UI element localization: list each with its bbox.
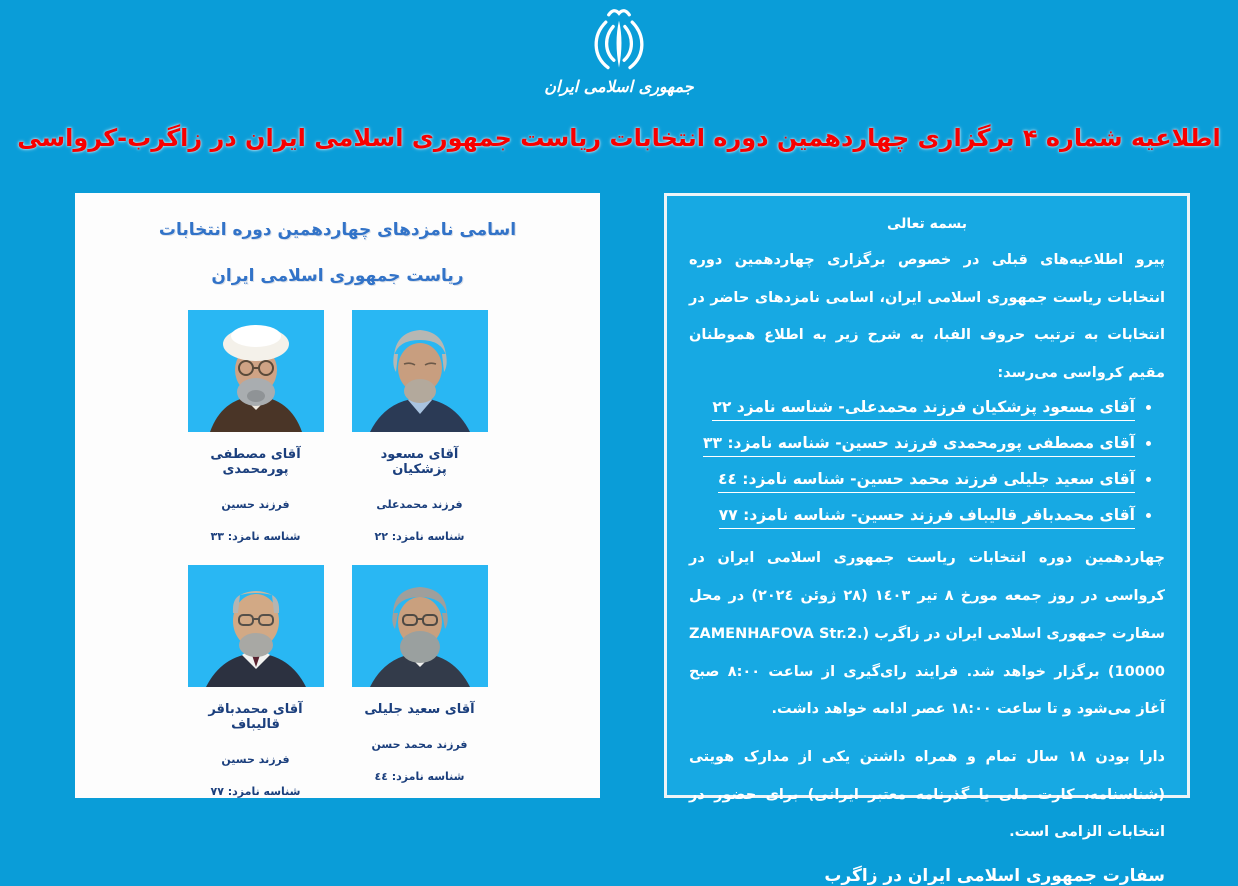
candidate-name: آقای سعید جلیلی xyxy=(364,702,475,717)
candidate-photo-gray-hair-man xyxy=(352,310,488,432)
bullet-item xyxy=(689,433,1135,454)
candidate-id: شناسه نامزد: ۲۲ xyxy=(374,530,465,543)
bullet-item-text: آقای سعید جلیلی فرزند محمد حسین- شناسه نامزد: ٤٤ xyxy=(718,470,1135,493)
candidate-id: شناسه نامزد: ۷۷ xyxy=(210,785,301,798)
candidate-name: آقای محمدباقر قالیباف xyxy=(208,702,303,732)
announcement-title: اطلاعیه شماره ۴ برگزاری چهاردهمین دوره انتخابات ریاست جمهوری اسلامی ایران در زاگرب-کرواسی xyxy=(17,124,1221,152)
candidate-card xyxy=(188,310,324,543)
candidates-grid xyxy=(188,310,488,798)
bullet-item-text: آقای مصطفی پورمحمدی فرزند حسین- شناسه نامزد: ۳۳ xyxy=(703,434,1135,457)
candidate-name: آقای مسعود پزشکیان xyxy=(380,447,459,477)
besmele-heading: بسمه تعالی xyxy=(886,216,968,232)
notice-panel xyxy=(664,193,1190,886)
candidate-bullet-list xyxy=(689,397,1149,526)
emblem-caption: جمهوری اسلامی ایران xyxy=(544,77,694,96)
bullet-item xyxy=(689,505,1135,526)
candidate-photo-gray-hair-man-glasses xyxy=(352,565,488,687)
header xyxy=(0,6,1238,96)
candidate-father: فرزند حسین xyxy=(221,498,290,511)
iran-emblem-icon xyxy=(573,6,665,72)
candidate-name: آقای مصطفی پورمحمدی xyxy=(210,447,301,477)
candidates-panel xyxy=(75,193,600,798)
embassy-signature: سفارت جمهوری اسلامی ایران در زاگرب xyxy=(824,865,1165,886)
notice-intro-paragraph: پیرو اطلاعیه‌های قبلی در خصوص برگزاری چهاردهمین دوره انتخابات ریاست جمهوری اسلامی ایران، اسامی نامزدهای حاضر در انتخابات به ترتیب حروف الفبا، به شرح زیر به اطلاع هموطنان مقیم کرواسی می‌رسد: xyxy=(689,252,1165,382)
bullet-item xyxy=(689,469,1135,490)
bullet-item xyxy=(689,397,1135,418)
candidate-photo-balding-man-glasses xyxy=(188,565,324,687)
bullet-item-text: آقای محمدباقر قالیباف فرزند حسین- شناسه نامزد: ۷۷ xyxy=(719,506,1135,529)
candidates-heading-line1: اسامی نامزدهای چهاردهمین دوره انتخابات xyxy=(158,220,517,240)
notice-schedule-paragraph: چهاردهمین دوره انتخابات ریاست جمهوری اسلامی ایران در کرواسی در روز جمعه مورخ ۸ تیر ۱٤۰۳ (۲۸ ژوئن ۲۰۲٤) در محل سفارت جمهوری اسلامی ایران در زاگرب (ZAMENHAFOVA Str.2. 10000) برگزار خواهد شد. فرایند رای‌گیری از ساعت ۸:۰۰ صبح آغاز می‌شود و تا ساعت ۱۸:۰۰ عصر ادامه خواهد داشت. xyxy=(689,550,1165,718)
candidate-father: فرزند حسین xyxy=(221,753,290,766)
candidate-photo-cleric-white-turban xyxy=(188,310,324,432)
candidate-father: فرزند محمد حسن xyxy=(371,738,468,751)
candidate-id: شناسه نامزد: ۳۳ xyxy=(210,530,301,543)
candidate-card xyxy=(188,565,324,798)
candidate-card xyxy=(352,310,488,543)
candidate-father: فرزند محمدعلی xyxy=(376,498,463,511)
candidates-heading-line2: ریاست جمهوری اسلامی ایران xyxy=(211,266,464,286)
candidate-id: شناسه نامزد: ٤٤ xyxy=(374,770,465,783)
bullet-item-text: آقای مسعود پزشکیان فرزند محمدعلی- شناسه نامزد ۲۲ xyxy=(712,398,1135,421)
candidate-card xyxy=(352,565,488,798)
notice-requirements-paragraph: دارا بودن ۱۸ سال تمام و همراه داشتن یکی از مدارک هویتی (شناسنامه، کارت ملی یا گذرنامه معتبر ایرانی) برای حضور در انتخابات الزامی است. xyxy=(689,748,1165,841)
